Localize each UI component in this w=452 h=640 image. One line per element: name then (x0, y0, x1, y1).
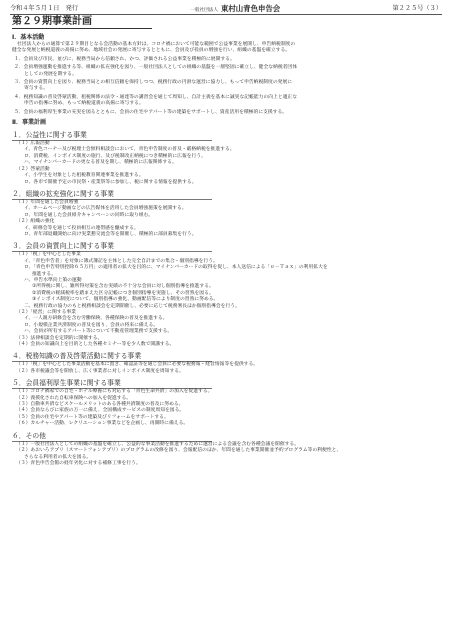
plan-line: 二、税務行政の協力のもと税務相談会を定期開催し、必要に応じて税務署長ほか個別指導会を行う。 (24, 303, 240, 309)
page-header (10, 4, 442, 15)
plan-line: ロ、各市で開催予定の市民祭・産業祭等に参加し、税に関する情報を提供する。 (24, 179, 197, 185)
organization-prefix: 一般社団法人 (190, 8, 218, 13)
basic-items (12, 57, 442, 116)
basic-item (12, 65, 442, 78)
plan-line: （１）「税」を中心とした事業 (16, 252, 81, 258)
plan-line: ③インボイス制度について、個別指導の強化、動画配信等により制度の習熟に努める。 (32, 297, 219, 303)
basic-item-line: １．会員及び市民、並びに、税務当局から信頼され、かつ、評価される公益事業を積極的に展開する。 (14, 56, 235, 62)
plan-line: （１）「税」を中心とした事業活動を基本に置き、確認証等を通じ会員に必要な税務報・経営情報等を提供する。 (16, 362, 259, 368)
intro-line: 社団法人からの通算で第２９期目となる会活動の基本方針は、コロナ禍において可能な範囲で公益事業を展開し、申告納税制度の (17, 42, 296, 47)
subsection-heading: １．公益性に関する事業 (12, 131, 212, 141)
basic-item (12, 95, 442, 108)
plan-line: ①所得税に関し、雑所得対策を含む実績の不十分な会員に対し個別指導を推進する。 (32, 284, 214, 290)
plan-line: ロ、消費税、インボイス制度の施行、及び税制改正納税につき積極的に広報を行う。 (24, 153, 206, 159)
plan-line: （３）法律相談会を定期的に開催する。 (16, 335, 103, 341)
organization (190, 4, 280, 14)
plan-line: ハ、申告水準向上策の運動 (24, 277, 82, 283)
plan-line: ②消費税の軽減税率を踏まえた区分記帳につき個別指導を実施し、その習熟を図る。 (32, 290, 214, 296)
plan-line: （２）組織の強化 (16, 219, 55, 225)
plan-groups (12, 131, 442, 467)
plan-line: （１）一般社団法人としての組織の基盤を確立し、公益的な事業活動を推進するために運営による会議を含む各種会議を開催する。 (16, 441, 300, 447)
subsection-heading: ４．税務知識の普及啓蒙活動に関する事業 (12, 352, 212, 362)
plan-line: （５）会員の住宅やアパート等の建築及びリフォームをサポートする。 (16, 414, 169, 420)
plan-line: ロ、小規模企業共済制度の普及を図り、会員の将来に備える。 (24, 322, 159, 328)
plan-line: （３）自動車共済などスケールメリットのある各種共済制度の普及に努める。 (16, 402, 184, 408)
article-body (12, 34, 442, 467)
organization-name: 東村山青色申告会 (221, 4, 281, 13)
basic-item-line: ４．税務知識の普及啓蒙活動、租税関係の法令・通達等の講習会を通じて周知し、自計主義を基本に誠実な記帳能力の向上と適正な (14, 94, 298, 100)
plan-line: ロ、年間を通した会員紹介キャンペーンの同時に取り組む。 (24, 212, 154, 218)
plan-line: イ、小学生を対象とした租税教育関連事業を推進する。 (24, 173, 144, 179)
plan-line: イ、ホームページ動画などの広告媒体を活用した会員増強施策を展開する。 (24, 206, 187, 212)
plan-line: ハ、会員が所有するアパート等について不動産管理業務で支援する。 (24, 329, 173, 335)
plan-line: 推進する。 (32, 271, 56, 277)
basic-item-line: としての発展を期する。 (24, 71, 77, 77)
page-title: 第２９期事業計画 (12, 16, 152, 29)
plan-line: （２）あおいろアプリ（スマートフォンアプリ）のプログラムの改修を図り、会報配信のほか、年間を通した事業開催並予約プログラム等の利便性と、 (16, 448, 342, 454)
plan-line: （１）広報活動 (16, 141, 50, 147)
plan-line: ロ、青年部退職開始に向け実業懇交流会等を開催し、積極的に部員募集を行う。 (24, 231, 197, 237)
subsection-heading: ５．会員福利厚生事業に関する事業 (12, 379, 212, 389)
subsection-heading: ６．その他 (12, 432, 212, 442)
subsection-heading: ２．組織の拡充強化に関する事業 (12, 190, 212, 200)
basic-item (12, 80, 442, 93)
basic-item (12, 110, 442, 116)
basic-item-line: 申告の指導に努め、もって納税道義の高揚に寄与する。 (24, 101, 144, 107)
subsection-heading: ３．会員の資質向上に関する事業 (12, 242, 212, 252)
plan-line: （２）啓蒙活動 (16, 166, 50, 172)
plan-line: （２）義援化された自転車保険への加入を促進する。 (16, 395, 132, 401)
issue-number: 第２２５号（３） (392, 5, 442, 12)
plan-line: （６）カルチャー活動、レクリエーション事業などを企画し、再開時に備える。 (16, 421, 189, 427)
basic-item-line: ３．会員の資質向上を図り、税務当局との相互信頼を保持しつつ、税務行政の円滑な運営に協力し、もって申告納税制度の発展に (14, 80, 293, 86)
plan-line: （３）青色申告会館の経年劣化に対する補修工事を行う。 (16, 460, 141, 466)
plan-line: （２）「経営」に関する事業 (16, 310, 76, 315)
section-heading-basic: Ⅰ．基本活動 (12, 34, 45, 41)
plan-line: イ、青色コーナー及び税理士会無料相談会において、青色申告制度の普及・厳格納税を推進する。 (24, 147, 235, 153)
plan-line: （２）各市税議会等を開放し、広く事業者に対しインボイス制度を周知する。 (16, 368, 184, 374)
plan-line: （４）会員ならびに家族の万一に備え、全国構成サービスの制度周知を図る。 (16, 408, 185, 414)
basic-item-line: ２．会員増強運動を推進する等、組織の拡充強化を図り、一般社団法人としての組織の基盤を一層堅固に確立し、健全な納税者団体 (14, 65, 298, 71)
plan-line: （１）コロナ禍家での自宅・ホテル療養にも対応する「青色生命共済」の加入を促進する。 (16, 389, 213, 395)
basic-item-line: ５．会員の福利厚生事業の充実を図るとともに、会員の住宅やアパート等の建築をサポートし、資産活用を積極的に支援する。 (14, 109, 288, 115)
plan-line: （１）年間を通した会員増強 (16, 199, 79, 205)
section-heading-plan: Ⅱ．事業計画 (12, 119, 46, 127)
intro-line: 健全な発展と納税道義の高揚に努め、地域社会の発展に寄与するとともに、会員及び役員の増強を行い、組織の基盤を確立する。 (12, 48, 291, 54)
plan-line: さらなる利用者の拡大を図る。 (24, 454, 92, 460)
plan-line: イ、研修会等を通じて役員相互の連帯感を醸成する。 (24, 225, 139, 231)
plan-line: ハ、マイナンバーカードの更なる普及を期し、積極的に広報関係する。 (24, 160, 177, 166)
plan-line: イ、一人親方研修会を含む労働保険、各種保険の普及を推進する。 (24, 316, 168, 322)
plan-line: ロ、「青色申告特別控除６５万円」の適用者の拡大を目的に、マイナンバーカードの取得を促し、本人送信による「ｅ－Ｔａｘ」の利用拡大を (24, 265, 328, 271)
basic-item (12, 57, 442, 63)
basic-item-line: 寄与する。 (24, 86, 48, 92)
plan-line: イ、「青色申告者」を対象に簿式簿記を主体とした完全自計までの集合・個別指導を行う。 (24, 258, 218, 264)
issue-date: 令和４年５月１日 発行 (10, 5, 79, 12)
plan-line: （４）会員の知識向上を目的とした各種セミナー等を少人数で開講する。 (16, 342, 175, 348)
